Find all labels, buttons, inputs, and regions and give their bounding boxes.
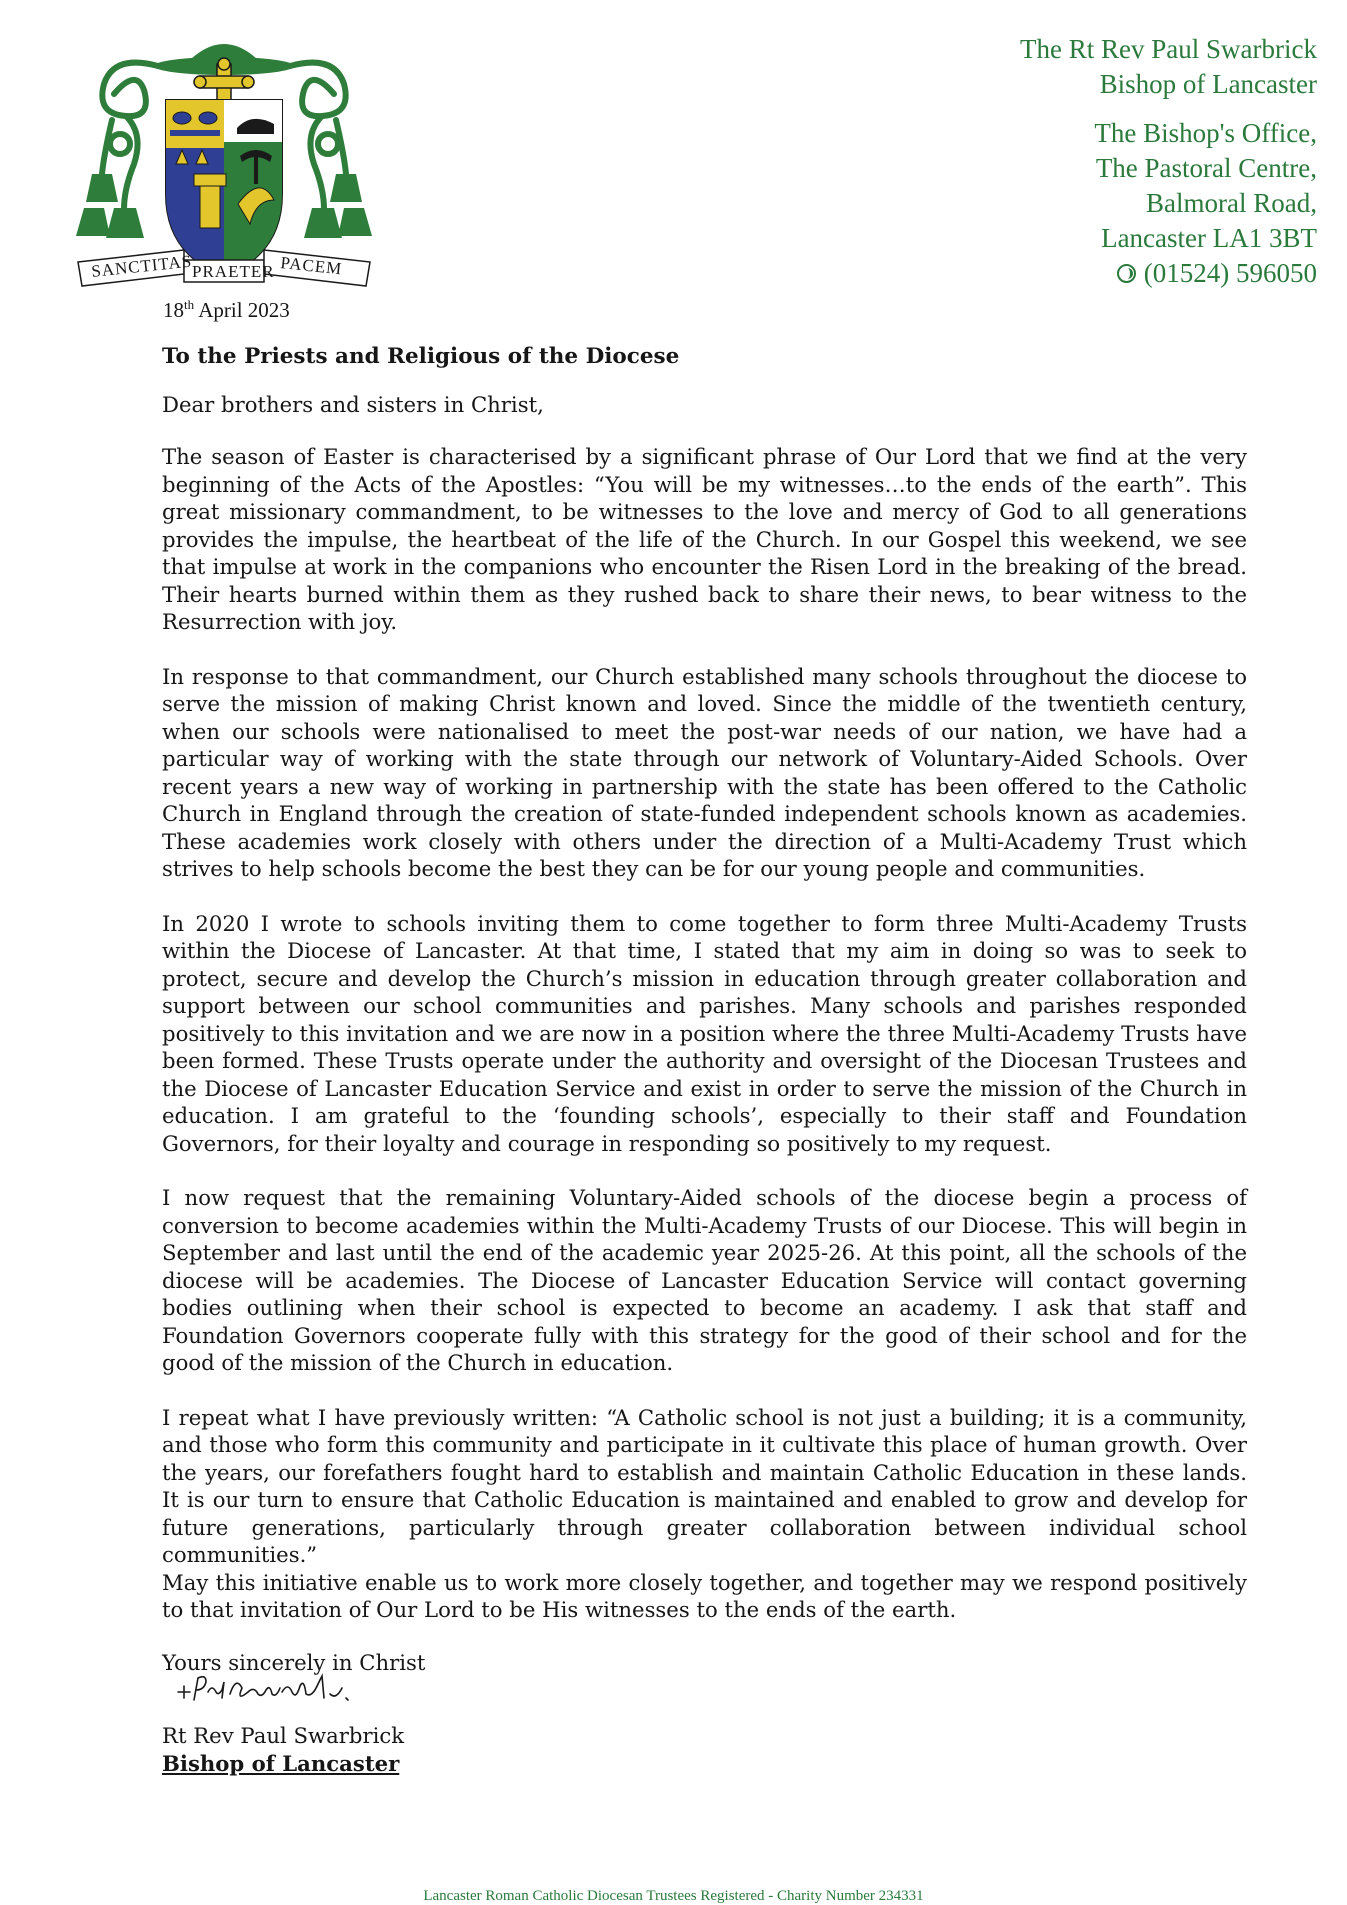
paragraph-4: I now request that the remaining Voluntary-Aided schools of the diocese begin a process of conversion to become academies within the Multi-Academy Trusts of our Diocese. This will begin in September and last until the end of the academic year 2025-26. At this point, all the schools of the diocese will be academies. The Diocese of Lancaster Education Service will contact governing bodies outlining when their school is expected to become an academy. I ask that staff and Foundation Governors cooperate fully with this strategy for the good of their school and for the good of the mission of the Church in education. bbox=[162, 1185, 1247, 1375]
address-road: Balmoral Road, bbox=[1146, 188, 1317, 218]
letter-body bbox=[162, 343, 1247, 1676]
closing: Yours sincerely in Christ bbox=[162, 1649, 426, 1675]
footer-charity-note: Lancaster Roman Catholic Diocesan Trustees Registered - Charity Number 234331 bbox=[423, 1888, 924, 1904]
phone-icon bbox=[1117, 264, 1136, 283]
signer-name: Rt Rev Paul Swarbrick bbox=[162, 1723, 405, 1748]
letter-heading: To the Priests and Religious of the Diocese bbox=[162, 344, 680, 369]
paragraph-2: In response to that commandment, our Church established many schools throughout the diocese to serve the mission of making Christ known and loved. Since the middle of the twentieth century, when our schools were nationalised to meet the post-war needs of our nation, we have had a particular way of working with the state through our network of Voluntary-Aided Schools. Over recent years a new way of working in partnership with the state has been offered to the Catholic Church in England through the creation of state-funded independent schools known as academies. These academies work closely with others under the direction of a Multi-Academy Trust which strives to help schools become the best they can be for our young people and communities. bbox=[162, 663, 1247, 881]
sender-name: The Rt Rev Paul Swarbrick bbox=[1020, 34, 1317, 64]
address-centre: The Pastoral Centre, bbox=[1095, 153, 1317, 183]
svg-text:PRAETER: PRAETER bbox=[192, 262, 275, 281]
paragraph-3: In 2020 I wrote to schools inviting them to come together to form three Multi-Academy Trusts within the Diocese of Lancaster. At that time, I stated that my aim in doing so was to seek to protect, secure and develop the Church’s mission in education through greater collaboration and support between our school communities and parishes. Many schools and parishes responded positively to this invitation and we are now in a position where the three Multi-Academy Trusts have been formed. These Trusts operate under the authority and oversight of the Diocesan Trustees and the Diocese of Lancaster Education Service and exist in order to serve the mission of the Church in education. I am grateful to the ‘founding schools’, especially to their staff and Foundation Governors, for their loyalty and courage in responding so positively to my request. bbox=[162, 910, 1247, 1156]
address-office: The Bishop's Office, bbox=[1094, 118, 1317, 148]
svg-text:SANCTITAS: SANCTITAS bbox=[90, 251, 194, 281]
greeting: Dear brothers and sisters in Christ, bbox=[162, 391, 544, 417]
svg-text:PACEM: PACEM bbox=[279, 253, 344, 279]
paragraph-5: I repeat what I have previously written: “A Catholic school is not just a building; it is a community, and those who form this community and participate in it cultivate this place of human growth. Over the years, our forefathers fought hard to establish and maintain Catholic Education in these lands. It is our turn to ensure that Catholic Education is maintained and enabled to grow and develop for future generations, particularly through greater collaboration between individual school communities.” bbox=[162, 1404, 1247, 1567]
paragraph-1: The season of Easter is characterised by a significant phrase of Our Lord that we find at the very beginning of the Acts of the Apostles: “You will be my witnesses…to the ends of the earth”. This great missionary commandment, to be witnesses to the love and mercy of God to all generations provides the impulse, the heartbeat of the life of the Church. In our Gospel this weekend, we see that impulse at work in the companions who encounter the Risen Lord in the breaking of the bread. Their hearts burned within them as they rushed back to share their news, to bear witness to the Resurrection with joy. bbox=[162, 444, 1247, 634]
signer-title: Bishop of Lancaster bbox=[162, 1751, 400, 1776]
letter-date: 18th April 2023 bbox=[163, 297, 290, 322]
paragraph-6: May this initiative enable us to work more closely together, and together may we respond positively to that invitation of Our Lord to be His witnesses to the ends of the earth. bbox=[162, 1569, 1247, 1622]
address-city: Lancaster LA1 3BT bbox=[1101, 223, 1317, 253]
phone-number: (01524) 596050 bbox=[1143, 258, 1317, 288]
sender-title: Bishop of Lancaster bbox=[1099, 69, 1317, 99]
handwritten-signature bbox=[172, 1664, 372, 1712]
coat-of-arms-logo bbox=[74, 24, 374, 314]
letterhead bbox=[1020, 32, 1317, 291]
phone-line bbox=[1020, 256, 1317, 291]
